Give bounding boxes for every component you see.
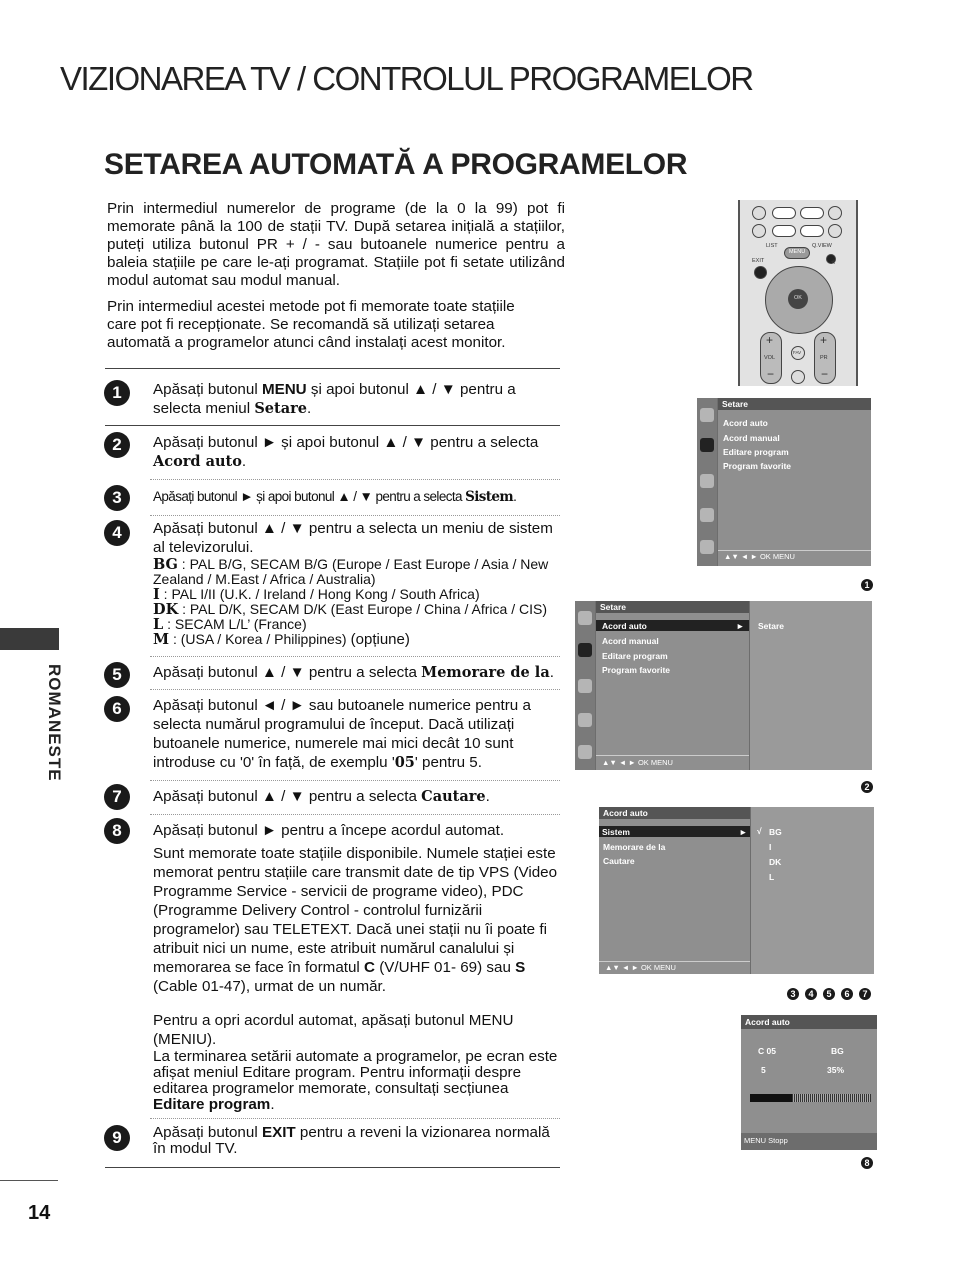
divider: [150, 515, 560, 516]
channel-value: C 05: [758, 1046, 776, 1056]
menu-item: Acord auto: [723, 418, 768, 428]
step-5-text: Apăsați butonul ▲ / ▼ pentru a selecta Memorare de la.: [153, 664, 554, 681]
system-option: DK: [769, 857, 782, 867]
system-option: I: [769, 842, 772, 852]
menu-item: Program favorite: [723, 461, 792, 471]
remote-button: [772, 225, 796, 237]
progress-percent: 35%: [827, 1065, 845, 1075]
osd-menu-acord-auto: [599, 807, 874, 974]
menu-item: Memorare de la: [603, 842, 666, 852]
menu-item: Acord manual: [723, 433, 780, 443]
menu-item: Acord manual: [602, 636, 659, 646]
menu-icon-column: [697, 398, 717, 566]
star-icon: ★: [830, 259, 837, 266]
fav-button: FAV: [791, 346, 805, 360]
menu-icon-column: [575, 601, 595, 770]
navigation-pad: [765, 266, 833, 334]
antenna-icon: [700, 408, 714, 422]
step-number: 6: [104, 696, 130, 722]
step-number: 2: [104, 432, 130, 458]
figure-number: 4: [805, 988, 817, 1000]
system-value: BG: [831, 1046, 844, 1056]
step-number: 9: [104, 1125, 130, 1151]
menu-footer-divider: [596, 755, 749, 756]
program-rocker: + PR −: [814, 332, 836, 384]
figure-number: 6: [841, 988, 853, 1000]
mute-button: [791, 370, 805, 384]
menu-item-selected: Acord auto: [602, 621, 647, 631]
step-number: 8: [104, 818, 130, 844]
step-8-text: Apăsați butonul ► pentru a începe acordul automat. Sunt memorate toate stațiile disponibile. Numele stației este memorat pentru stațiile care transmit date de tip VPS (Video Programme Service - servicii de programe video), PDC (Programme Delivery Control - controlul furnizării programelor) sau TELETEXT. Dacă unei stații nu îi poate fi atribuit nici un nume, este atribuit numărul canalului și memorarea se face în formatul C (V/UHF 01- 69) sau S (Cable 01-47), urmat de un număr. Pentru a opri acordul automat, apăsați butonul MENU (MENIU). La terminarea setării automate a programelor, pe ecran este afișat meniul Editare program. Pentru informații despre editarea programelor memorate, consultați secțiunea Editare program.: [153, 822, 558, 1113]
submenu-title: Setare: [758, 621, 784, 631]
step-number: 5: [104, 662, 130, 688]
clock-icon: [578, 713, 592, 727]
step-number: 3: [104, 485, 130, 511]
remote-button: [800, 207, 824, 219]
step-number: 7: [104, 784, 130, 810]
remote-button: [772, 207, 796, 219]
step-9-text: Apăsați butonul EXIT pentru a reveni la vizionarea normală în modul TV.: [153, 1124, 550, 1157]
step-number: 1: [104, 380, 130, 406]
step-4-text: Apăsați butonul ▲ / ▼ pentru a selecta un meniu de sistem al televizorului. BG : PAL B/G, SECAM B/G (Europe / East Europe / Asia / New Zealand / M.East / Africa / Australia) I : PAL I/II (U.K. / Ireland / Hong Kong / South Africa) DK : PAL D/K, SECAM D/K (East Europe / China / Africa / CIS) L : SECAM L/L’ (France) M : (USA / Korea / Philippines) (opțiune): [153, 520, 553, 648]
sound-icon: [700, 474, 714, 488]
menu-footer: MENU Stopp: [744, 1136, 788, 1145]
step-6-text: Apăsați butonul ◄ / ► sau butoanele numerice pentru a selecta numărul programului de început. Dacă utilizați butoanele numerice, numerele mai mici decât 10 sunt introduse cu '0' în față, de exemplu '05' pentru 5.: [153, 697, 531, 771]
intro-paragraph-1: Prin intermediul numerelor de programe (de la 0 la 99) pot fi memorate până la 100 de stații TV. După setarea inițială a stațiilor, puteți utiliza butonul PR + / - sau butoanele numerice pentru a baleia stațiile pe care le-ați programat. Stațiile pot fi setate utilizând modul automat sau modul manual.: [107, 200, 565, 289]
divider: [150, 814, 560, 815]
divider: [105, 368, 560, 369]
menu-footer: ▲▼ ◄ ► OK MENU: [602, 758, 673, 767]
remote-control-illustration: [738, 200, 858, 386]
volume-rocker: + VOL −: [760, 332, 782, 384]
divider: [150, 780, 560, 781]
osd-menu-setare-acord-auto: [575, 601, 872, 770]
menu-footer: ▲▼ ◄ ► OK MENU: [605, 963, 676, 972]
remote-button: [828, 206, 842, 220]
osd-menu-setare: [697, 398, 871, 566]
antenna-icon: [578, 611, 592, 625]
divider: [150, 1118, 560, 1119]
ok-button: OK: [788, 289, 808, 309]
remote-button: [752, 224, 766, 238]
divider: [150, 656, 560, 657]
figure-number: 7: [859, 988, 871, 1000]
right-arrow-icon: ►: [736, 621, 745, 631]
figure-number: 3: [787, 988, 799, 1000]
remote-button: [828, 224, 842, 238]
menu-item: Program favorite: [602, 665, 671, 675]
section-title: SETAREA AUTOMATĂ A PROGRAMELOR: [104, 148, 688, 181]
menu-footer-divider: [718, 550, 871, 551]
figure-number: 8: [861, 1157, 873, 1169]
options-icon: [700, 540, 714, 554]
menu-item-selected: Sistem: [602, 827, 630, 837]
remote-exit-button: [754, 266, 767, 279]
divider: [150, 689, 560, 690]
step-number: 4: [104, 520, 130, 546]
osd-auto-tuning-progress: [741, 1015, 877, 1150]
system-option: BG: [769, 827, 782, 837]
remote-button: [752, 206, 766, 220]
menu-footer: ▲▼ ◄ ► OK MENU: [724, 552, 795, 561]
divider: [0, 1180, 58, 1181]
menu-item: Editare program: [602, 651, 668, 661]
step-7-text: Apăsați butonul ▲ / ▼ pentru a selecta Cautare.: [153, 788, 490, 805]
language-tab: [0, 628, 59, 650]
step-2-text: Apăsați butonul ► și apoi butonul ▲ / ▼ pentru a selecta Acord auto.: [153, 434, 539, 470]
language-label: ROMANESTE: [45, 664, 64, 782]
figure-number: 2: [861, 781, 873, 793]
page-header-title: VIZIONAREA TV / CONTROLUL PROGRAMELOR: [60, 60, 753, 97]
clock-icon: [700, 508, 714, 522]
remote-menu-button: MENU: [784, 247, 810, 259]
page-number: 14: [28, 1202, 51, 1224]
intro-paragraph-2: Prin intermediul acestei metode pot fi memorate toate stațiile care pot fi recepționate. Se recomandă să utilizați setarea automată a programelor atunci când instalați acest monitor.: [107, 298, 515, 351]
divider: [150, 479, 560, 480]
menu-header: Acord auto: [599, 807, 750, 819]
step-1-text: Apăsați butonul MENU și apoi butonul ▲ / ▼ pentru a selecta meniul Setare.: [153, 381, 516, 417]
program-value: 5: [761, 1065, 766, 1075]
system-option: L: [769, 872, 775, 882]
remote-label-list: LIST: [766, 243, 778, 249]
progress-bar-fill: [750, 1094, 792, 1102]
check-icon: √: [757, 826, 762, 836]
remote-label-qview: Q.VIEW: [812, 243, 832, 249]
menu-item: Editare program: [723, 447, 789, 457]
picture-icon: [700, 438, 714, 452]
menu-item: Cautare: [603, 856, 635, 866]
menu-header: Acord auto: [741, 1015, 877, 1029]
progress-bar-track: [750, 1094, 871, 1102]
remote-button: [800, 225, 824, 237]
figure-number: 5: [823, 988, 835, 1000]
sound-icon: [578, 679, 592, 693]
menu-footer-divider: [599, 961, 750, 962]
options-icon: [578, 745, 592, 759]
step-3-text: Apăsați butonul ► și apoi butonul ▲ / ▼ pentru a selecta Sistem.: [153, 489, 517, 505]
remote-label-exit: EXIT: [752, 258, 765, 264]
menu-header: Setare: [596, 601, 749, 613]
divider: [105, 1167, 560, 1168]
right-arrow-icon: ►: [739, 827, 748, 837]
divider: [105, 425, 560, 426]
menu-header: Setare: [718, 398, 871, 410]
picture-icon: [578, 643, 592, 657]
figure-number: 1: [861, 579, 873, 591]
